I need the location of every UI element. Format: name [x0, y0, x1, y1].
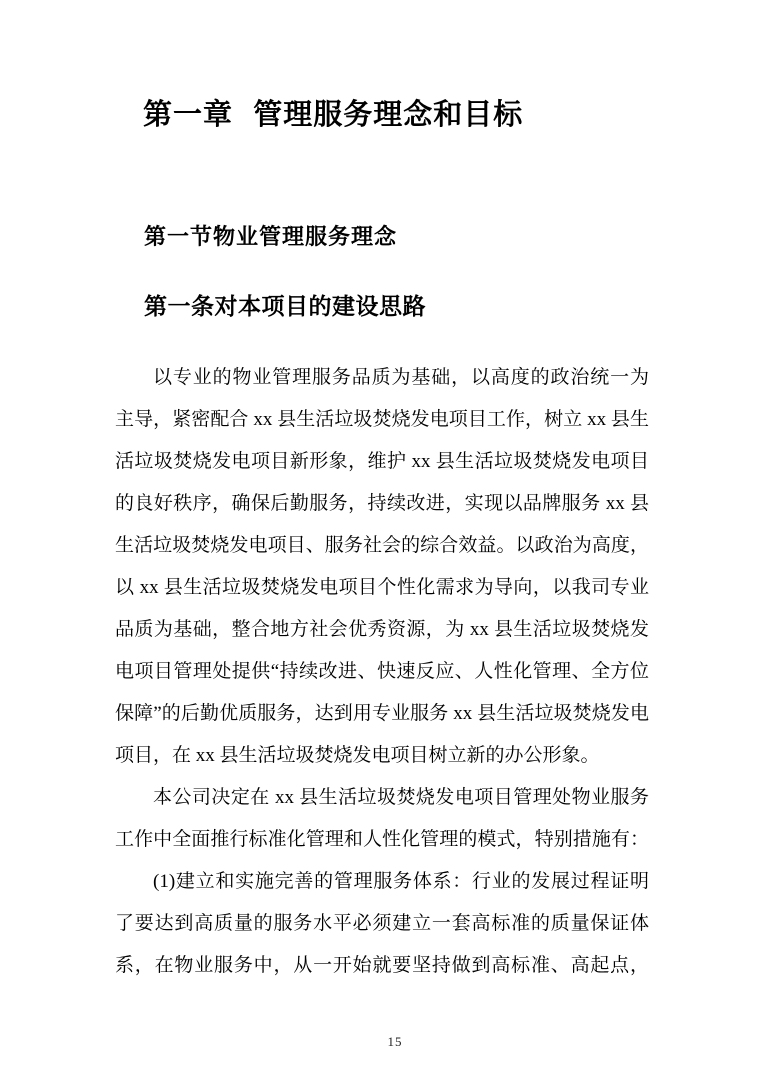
- body-line: 活垃圾焚烧发电项目新形象，维护 xx 县生活垃圾焚烧发电项目: [115, 451, 649, 472]
- body-line: 生活垃圾焚烧发电项目、服务社会的综合效益。以政治为高度，: [115, 535, 649, 556]
- body-text: [115, 357, 649, 987]
- clause-heading: 第一条对本项目的建设思路: [144, 294, 426, 319]
- body-line: 系，在物业服务中，从一开始就要坚持做到高标准、高起点，: [115, 955, 649, 976]
- body-line: 了要达到高质量的服务水平必须建立一套高标准的质量保证体: [115, 913, 649, 934]
- body-line: 的良好秩序，确保后勤服务，持续改进，实现以品牌服务 xx 县: [115, 493, 649, 514]
- body-line: (1)建立和实施完善的管理服务体系：行业的发展过程证明: [153, 871, 649, 892]
- body-line: 本公司决定在 xx 县生活垃圾焚烧发电项目管理处物业服务: [153, 787, 649, 808]
- body-line: 项目，在 xx 县生活垃圾焚烧发电项目树立新的办公形象。: [115, 745, 600, 766]
- body-line: 工作中全面推行标准化管理和人性化管理的模式，特别措施有：: [115, 829, 649, 850]
- body-line: 保障”的后勤优质服务，达到用专业服务 xx 县生活垃圾焚烧发电: [115, 703, 649, 724]
- page-number: 15: [387, 1034, 403, 1049]
- section-heading: 第一节物业管理服务理念: [144, 224, 398, 249]
- body-line: 主导，紧密配合 xx 县生活垃圾焚烧发电项目工作，树立 xx 县生: [115, 409, 649, 430]
- body-line: 电项目管理处提供“持续改进、快速反应、人性化管理、全方位: [115, 661, 649, 682]
- body-line: 以专业的物业管理服务品质为基础，以高度的政治统一为: [153, 367, 649, 388]
- body-line: 品质为基础，整合地方社会优秀资源，为 xx 县生活垃圾焚烧发: [115, 619, 649, 640]
- body-line: 以 xx 县生活垃圾焚烧发电项目个性化需求为导向，以我司专业: [115, 577, 649, 598]
- chapter-title: 第一章 管理服务理念和目标: [143, 99, 524, 131]
